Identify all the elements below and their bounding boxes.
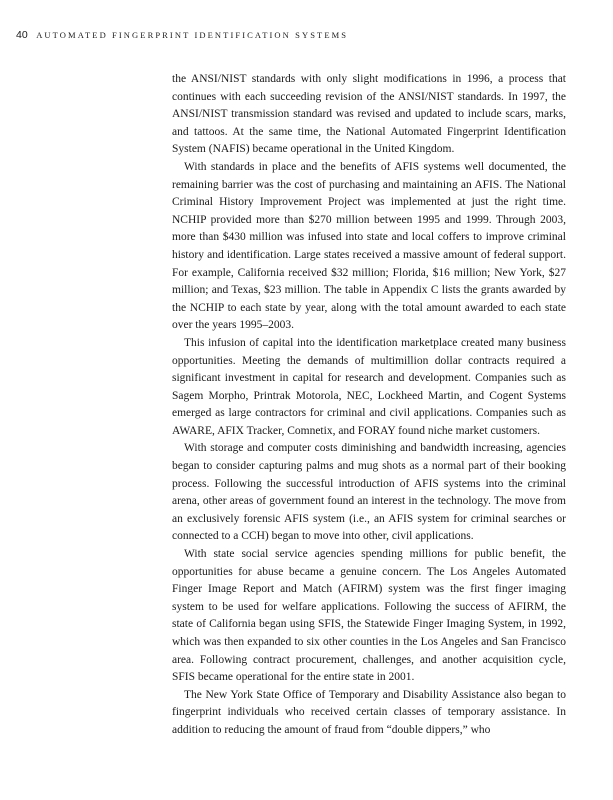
paragraph: The New York State Office of Temporary and Disability Assistance also began to fingerprint individuals who received certain classes of temporary assistance. In addition to reducing the amount of fraud from “double dippers,” who <box>172 688 566 736</box>
paragraph: With standards in place and the benefits of AFIS systems well documented, the remaining barrier was the cost of purchasing and maintaining an AFIS. The National Criminal History Improvement Project was implemented at just the right time. NCHIP provided more than $270 million between 1995 and 1999. Through 2003, more than $430 million was infused into state and local coffers to improve criminal history and identification. Large states received a massive amount of federal support. For example, California received $32 million; Florida, $16 million; New York, $27 million; and Texas, $23 million. The table in Appendix C lists the grants awarded by the NCHIP to each state by year, along with the total amount awarded to each state over the years 1995–2003. <box>172 160 566 332</box>
running-head <box>16 29 348 42</box>
body-text <box>172 71 566 740</box>
paragraph: With state social service agencies spending millions for public benefit, the opportunities for abuse became a genuine concern. The Los Angeles Automated Finger Image Report and Match (AFIRM) system was the first finger imaging system to be used for welfare applications. Following the success of AFIRM, the state of California began using SFIS, the Statewide Finger Imaging System, in 1992, which was then expanded to six other counties in the Los Angeles and San Francisco area. Following contract procurement, challenges, and another acquisition cycle, SFIS became operational for the entire state in 2001. <box>172 548 566 684</box>
book-title: AUTOMATED FINGERPRINT IDENTIFICATION SYSTEMS <box>36 30 349 40</box>
paragraph: With storage and computer costs diminishing and bandwidth increasing, agencies began to consider capturing palms and mug shots as a normal part of their booking process. Following the successful introduction of AFIS systems into the criminal arena, other areas of government found an interest in the technology. The move from an exclusively forensic AFIS system (i.e., an AFIS system for criminal searches or connected to a CCH) began to move into other, civil applications. <box>172 442 566 543</box>
paragraph: the ANSI/NIST standards with only slight modifications in 1996, a process that continues with each succeeding revision of the ANSI/NIST standards. In 1997, the ANSI/NIST transmission standard was revised and updated to include scars, marks, and tattoos. At the same time, the National Automated Fingerprint Identification System (NAFIS) became operational in the United Kingdom. <box>172 73 566 156</box>
paragraph: This infusion of capital into the identification marketplace created many business opportunities. Meeting the demands of multimillion dollar contracts required a significant investment in capital for research and development. Companies such as Sagem Morpho, Printrak Motorola, NEC, Lockheed Martin, and Cogent Systems emerged as large contractors for criminal and civil applications. Companies such as AWARE, AFIX Tracker, Comnetix, and FORAY found niche market customers. <box>172 336 566 437</box>
page-number: 40 <box>16 29 28 41</box>
